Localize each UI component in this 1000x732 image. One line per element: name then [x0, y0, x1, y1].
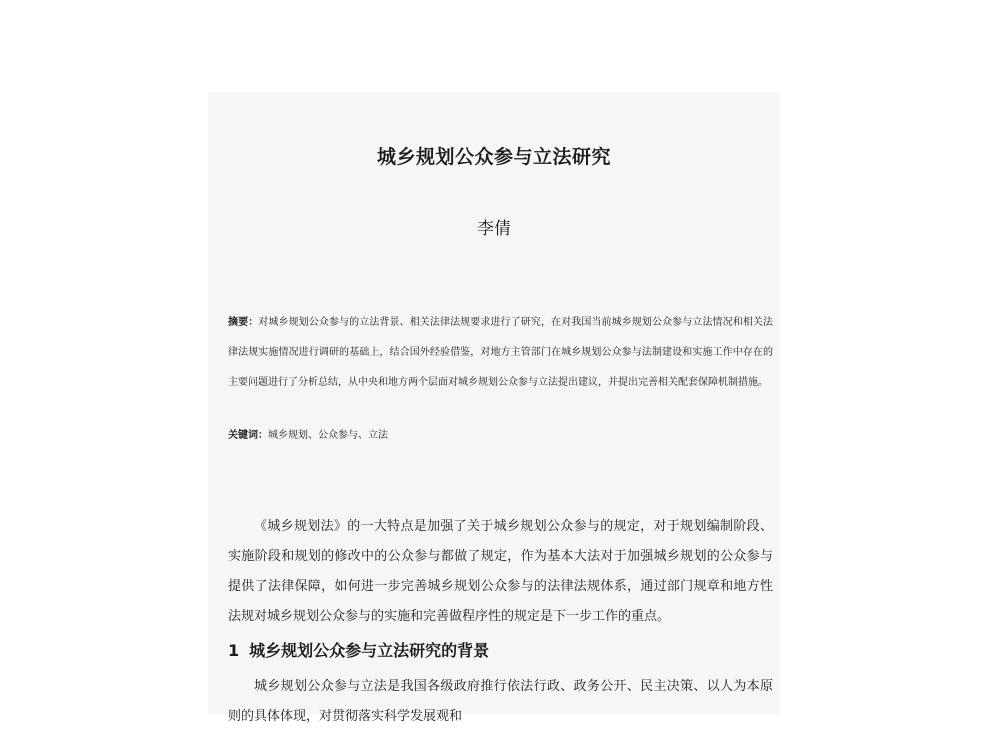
document-page	[208, 92, 780, 724]
section-paragraph: 城乡规划公众参与立法是我国各级政府推行依法行政、政务公开、民主决策、以人为本原则的具体体现，对贯彻落实科学发展观和	[228, 679, 773, 724]
paper-author: 李倩	[477, 219, 511, 239]
section-number: 1	[228, 641, 240, 660]
abstract	[228, 308, 773, 398]
keywords-label: 关键词：	[228, 430, 268, 441]
keywords-text: 城乡规划、公众参与、立法	[268, 430, 388, 441]
section-title: 城乡规划公众参与立法研究的背景	[249, 641, 490, 660]
abstract-label: 摘要：	[228, 317, 259, 328]
paper-title: 城乡规划公众参与立法研究	[376, 146, 611, 168]
section-heading	[228, 638, 489, 661]
abstract-text: 对城乡规划公众参与的立法背景、相关法律法规要求进行了研究，在对我国当前城乡规划公众参与立法情况和相关法律法规实施情况进行调研的基础上，结合国外经验借鉴，对地方主管部门在城乡规划公众参与法制建设和实施工作中存在的主要问题进行了分析总结，从中央和地方两个层面对城乡规划公众参与立法提出建议，并提出完善相关配套保障机制措施。	[228, 317, 774, 388]
keywords	[228, 426, 388, 446]
intro-paragraph: 《城乡规划法》的一大特点是加强了关于城乡规划公众参与的规定，对于规划编制阶段、实施阶段和规划的修改中的公众参与都做了规定，作为基本大法对于加强城乡规划的公众参与提供了法律保障，如何进一步完善城乡规划公众参与的法律法规体系，通过部门规章和地方性法规对城乡规划公众参与的实施和完善做程序性的规定是下一步工作的重点。	[228, 519, 773, 624]
